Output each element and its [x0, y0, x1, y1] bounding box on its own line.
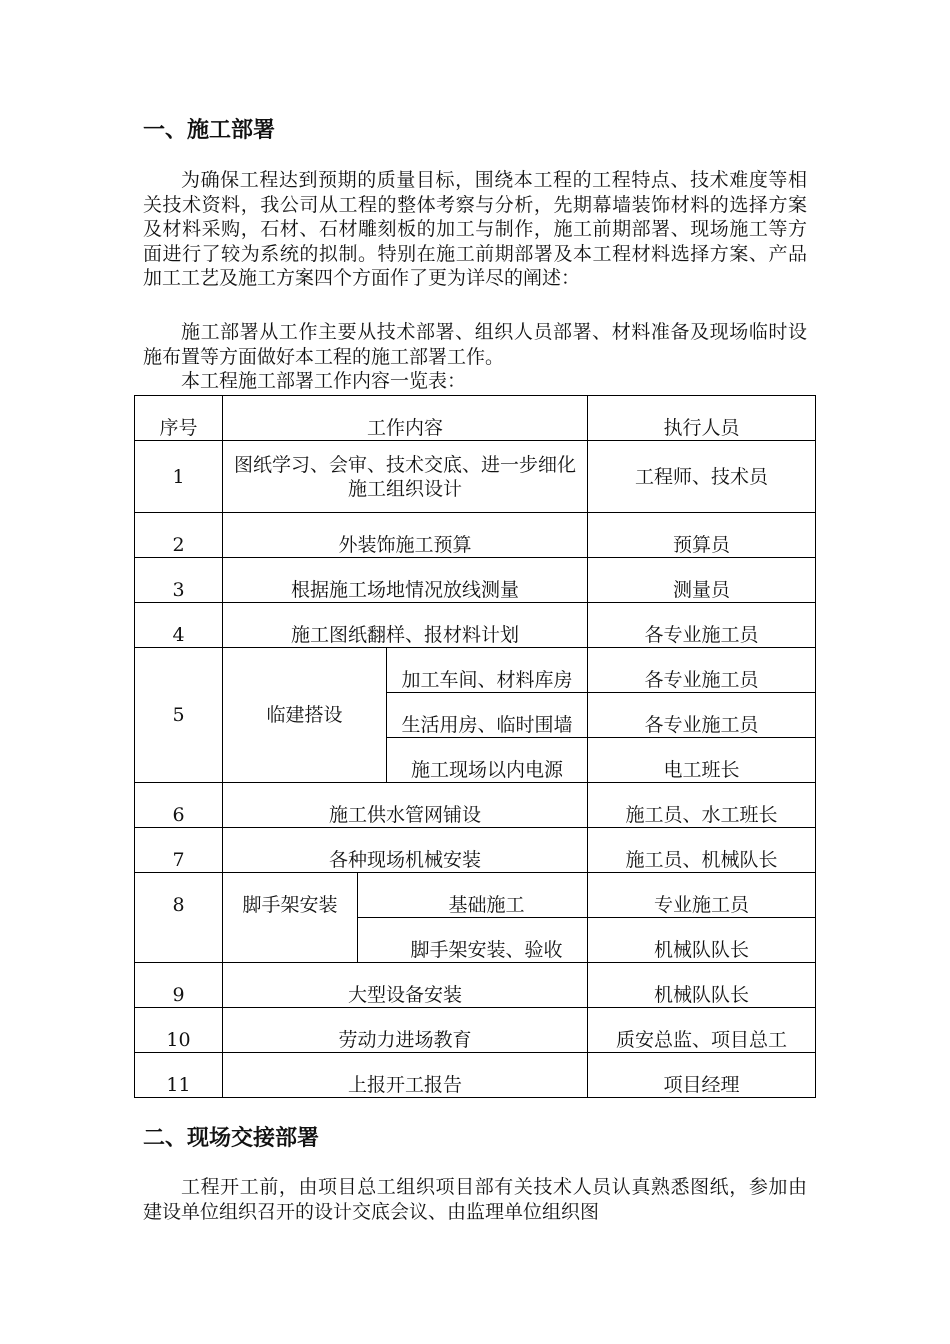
table-row	[135, 441, 816, 513]
row-content: 各种现场机械安装	[223, 828, 588, 873]
table-row	[135, 783, 816, 828]
row-no: 2	[135, 513, 223, 558]
row-content: 根据施工场地情况放线测量	[223, 558, 588, 603]
row-staff: 测量员	[588, 558, 816, 603]
table-caption: 本工程施工部署工作内容一览表：	[181, 370, 467, 392]
row-staff: 专业施工员	[588, 873, 816, 918]
table-row	[135, 513, 816, 558]
row-staff: 项目经理	[588, 1053, 816, 1098]
row-content: 劳动力进场教育	[223, 1008, 588, 1053]
section-2-heading: 二、现场交接部署	[143, 1126, 320, 1151]
row-no: 9	[135, 963, 223, 1008]
row-staff: 各专业施工员	[588, 693, 816, 738]
table-row	[135, 828, 816, 873]
table-row	[135, 648, 816, 693]
deployment-table	[134, 395, 816, 1098]
row-staff: 各专业施工员	[588, 648, 816, 693]
row-no: 5	[135, 648, 223, 783]
row-content: 生活用房、临时围墙	[387, 693, 588, 738]
row-no: 11	[135, 1053, 223, 1098]
row-content: 脚手架安装、验收	[358, 918, 588, 963]
row-content: 施工供水管网铺设	[223, 783, 588, 828]
table-row	[135, 1008, 816, 1053]
row-staff: 质安总监、项目总工	[588, 1008, 816, 1053]
row-staff: 工程师、技术员	[588, 441, 816, 513]
row-group: 脚手架安装	[223, 873, 358, 963]
row-staff: 施工员、水工班长	[588, 783, 816, 828]
section-1-paragraph-2: 施工部署从工作主要从技术部署、组织人员部署、材料准备及现场临时设施布置等方面做好本工程的施工部署工作。	[143, 321, 807, 368]
row-staff: 施工员、机械队长	[588, 828, 816, 873]
row-content: 大型设备安装	[223, 963, 588, 1008]
row-content: 施工现场以内电源	[387, 738, 588, 783]
row-no: 1	[135, 441, 223, 513]
header-no: 序号	[135, 396, 223, 441]
row-no: 3	[135, 558, 223, 603]
row-staff: 机械队队长	[588, 918, 816, 963]
section-2-paragraph-1: 工程开工前，由项目总工组织项目部有关技术人员认真熟悉图纸，参加由建设单位组织召开的设计交底会议、由监理单位组织图	[143, 1176, 807, 1223]
row-group: 临建搭设	[223, 648, 387, 783]
row-content: 施工图纸翻样、报材料计划	[223, 603, 588, 648]
section-1-heading: 一、施工部署	[143, 118, 276, 143]
row-content: 外装饰施工预算	[223, 513, 588, 558]
row-content: 上报开工报告	[223, 1053, 588, 1098]
table-row	[135, 603, 816, 648]
table-row	[135, 963, 816, 1008]
row-staff: 机械队队长	[588, 963, 816, 1008]
table-header-row	[135, 396, 816, 441]
row-staff: 预算员	[588, 513, 816, 558]
row-no: 7	[135, 828, 223, 873]
row-staff: 电工班长	[588, 738, 816, 783]
row-no: 6	[135, 783, 223, 828]
section-1-paragraph-1: 为确保工程达到预期的质量目标，围绕本工程的工程特点、技术难度等相关技术资料，我公司从工程的整体考察与分析，先期幕墙装饰材料的选择方案及材料采购，石材、石材雕刻板的加工与制作，施工前期部署、现场施工等方面进行了较为系统的拟制。特别在施工前期部署及本工程材料选择方案、产品加工工艺及施工方案四个方面作了更为详尽的阐述：	[143, 169, 807, 289]
row-content: 基础施工	[358, 873, 588, 918]
table-row	[135, 873, 816, 918]
row-staff: 各专业施工员	[588, 603, 816, 648]
table-row	[135, 558, 816, 603]
table-row	[135, 1053, 816, 1098]
row-no: 4	[135, 603, 223, 648]
row-no: 10	[135, 1008, 223, 1053]
row-content: 图纸学习、会审、技术交底、进一步细化施工组织设计	[223, 441, 588, 513]
row-no: 8	[135, 873, 223, 963]
header-content: 工作内容	[223, 396, 588, 441]
header-staff: 执行人员	[588, 396, 816, 441]
row-content: 加工车间、材料库房	[387, 648, 588, 693]
